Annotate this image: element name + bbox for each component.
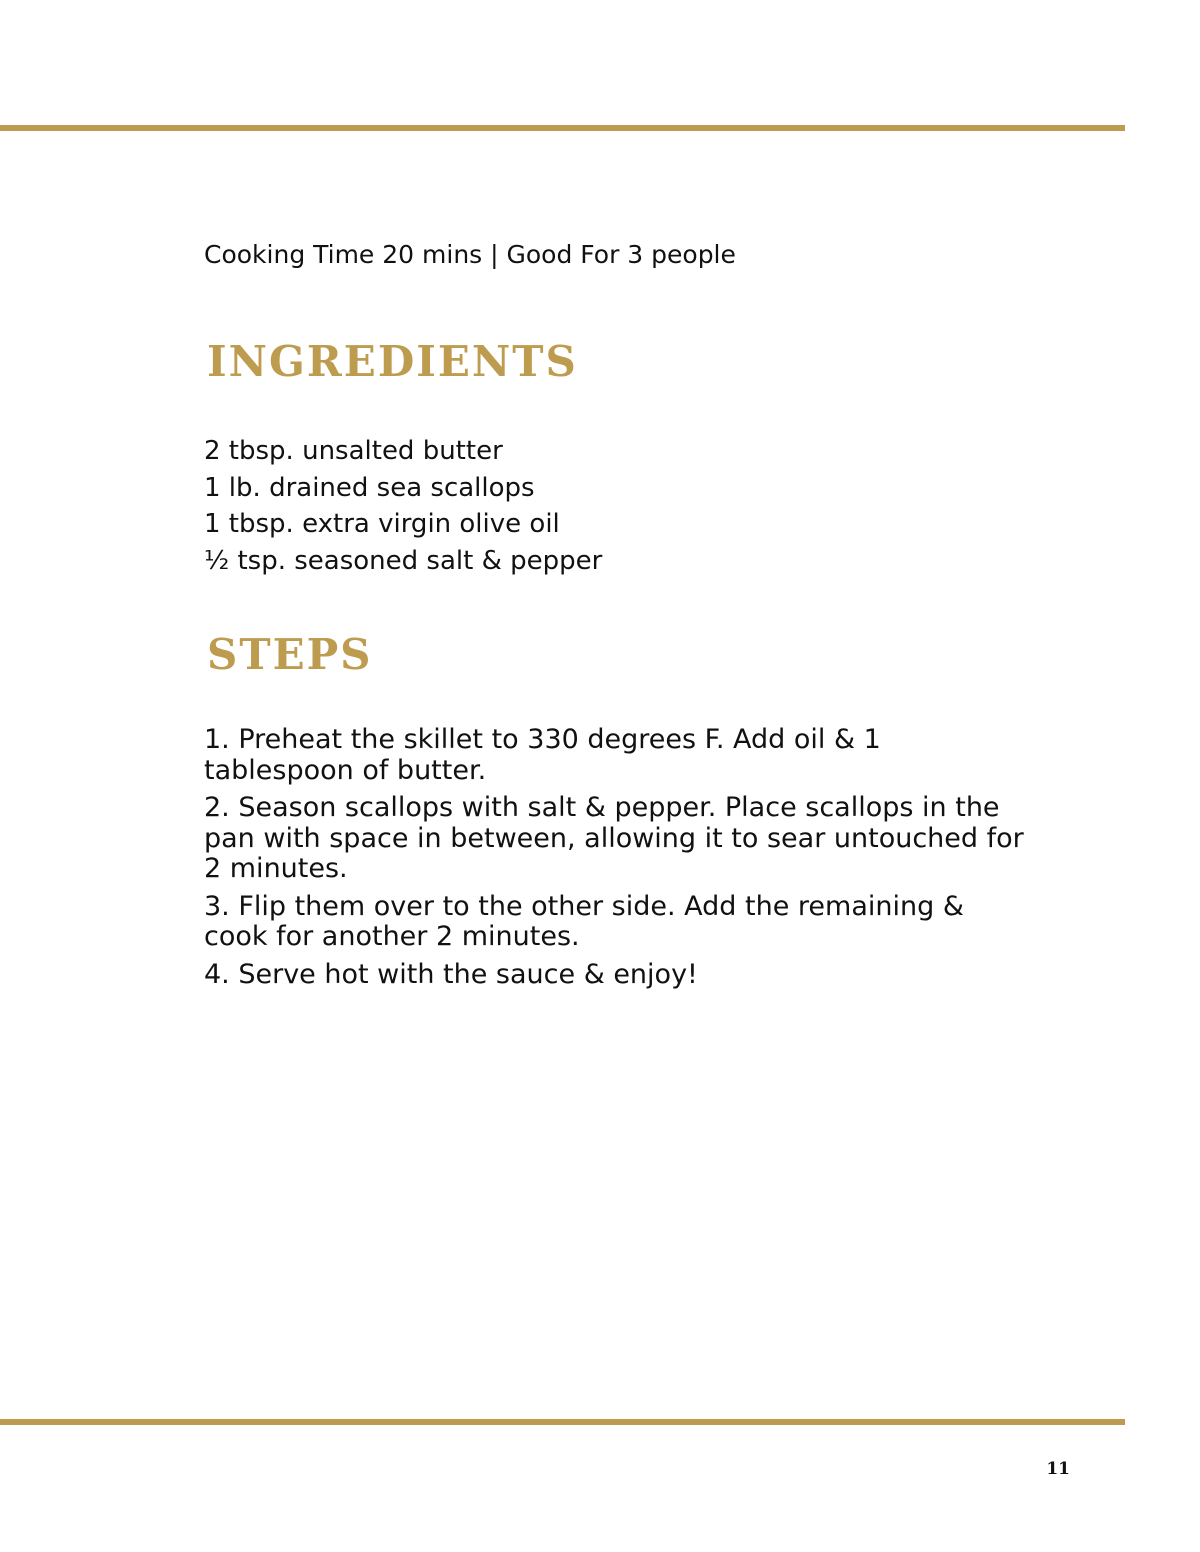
ingredients-heading: INGREDIENTS (207, 337, 578, 386)
page-number: 11 (1046, 1459, 1070, 1479)
steps-list (204, 725, 1024, 997)
ingredient-item: 1 tbsp. extra virgin olive oil (204, 509, 560, 539)
cooking-info: Cooking Time 20 mins | Good For 3 people (204, 240, 736, 269)
step-item: 2. Season scallops with salt & pepper. Place scallops in the pan with space in between, allowing it to sear untouched for 2 minutes. (204, 792, 1024, 884)
steps-heading: STEPS (207, 630, 373, 679)
step-item: 1. Preheat the skillet to 330 degrees F. Add oil & 1 tablespoon of butter. (204, 724, 881, 786)
ingredient-item: ½ tsp. seasoned salt & pepper (204, 545, 603, 576)
ingredients-list (204, 433, 602, 579)
step-item: 4. Serve hot with the sauce & enjoy! (204, 958, 698, 990)
top-divider (0, 125, 1125, 131)
ingredient-item: 1 lb. drained sea scallops (204, 472, 535, 503)
step-item: 3. Flip them over to the other side. Add the remaining & cook for another 2 minutes. (204, 890, 964, 952)
bottom-divider (0, 1419, 1125, 1425)
ingredient-item: 2 tbsp. unsalted butter (204, 436, 503, 466)
